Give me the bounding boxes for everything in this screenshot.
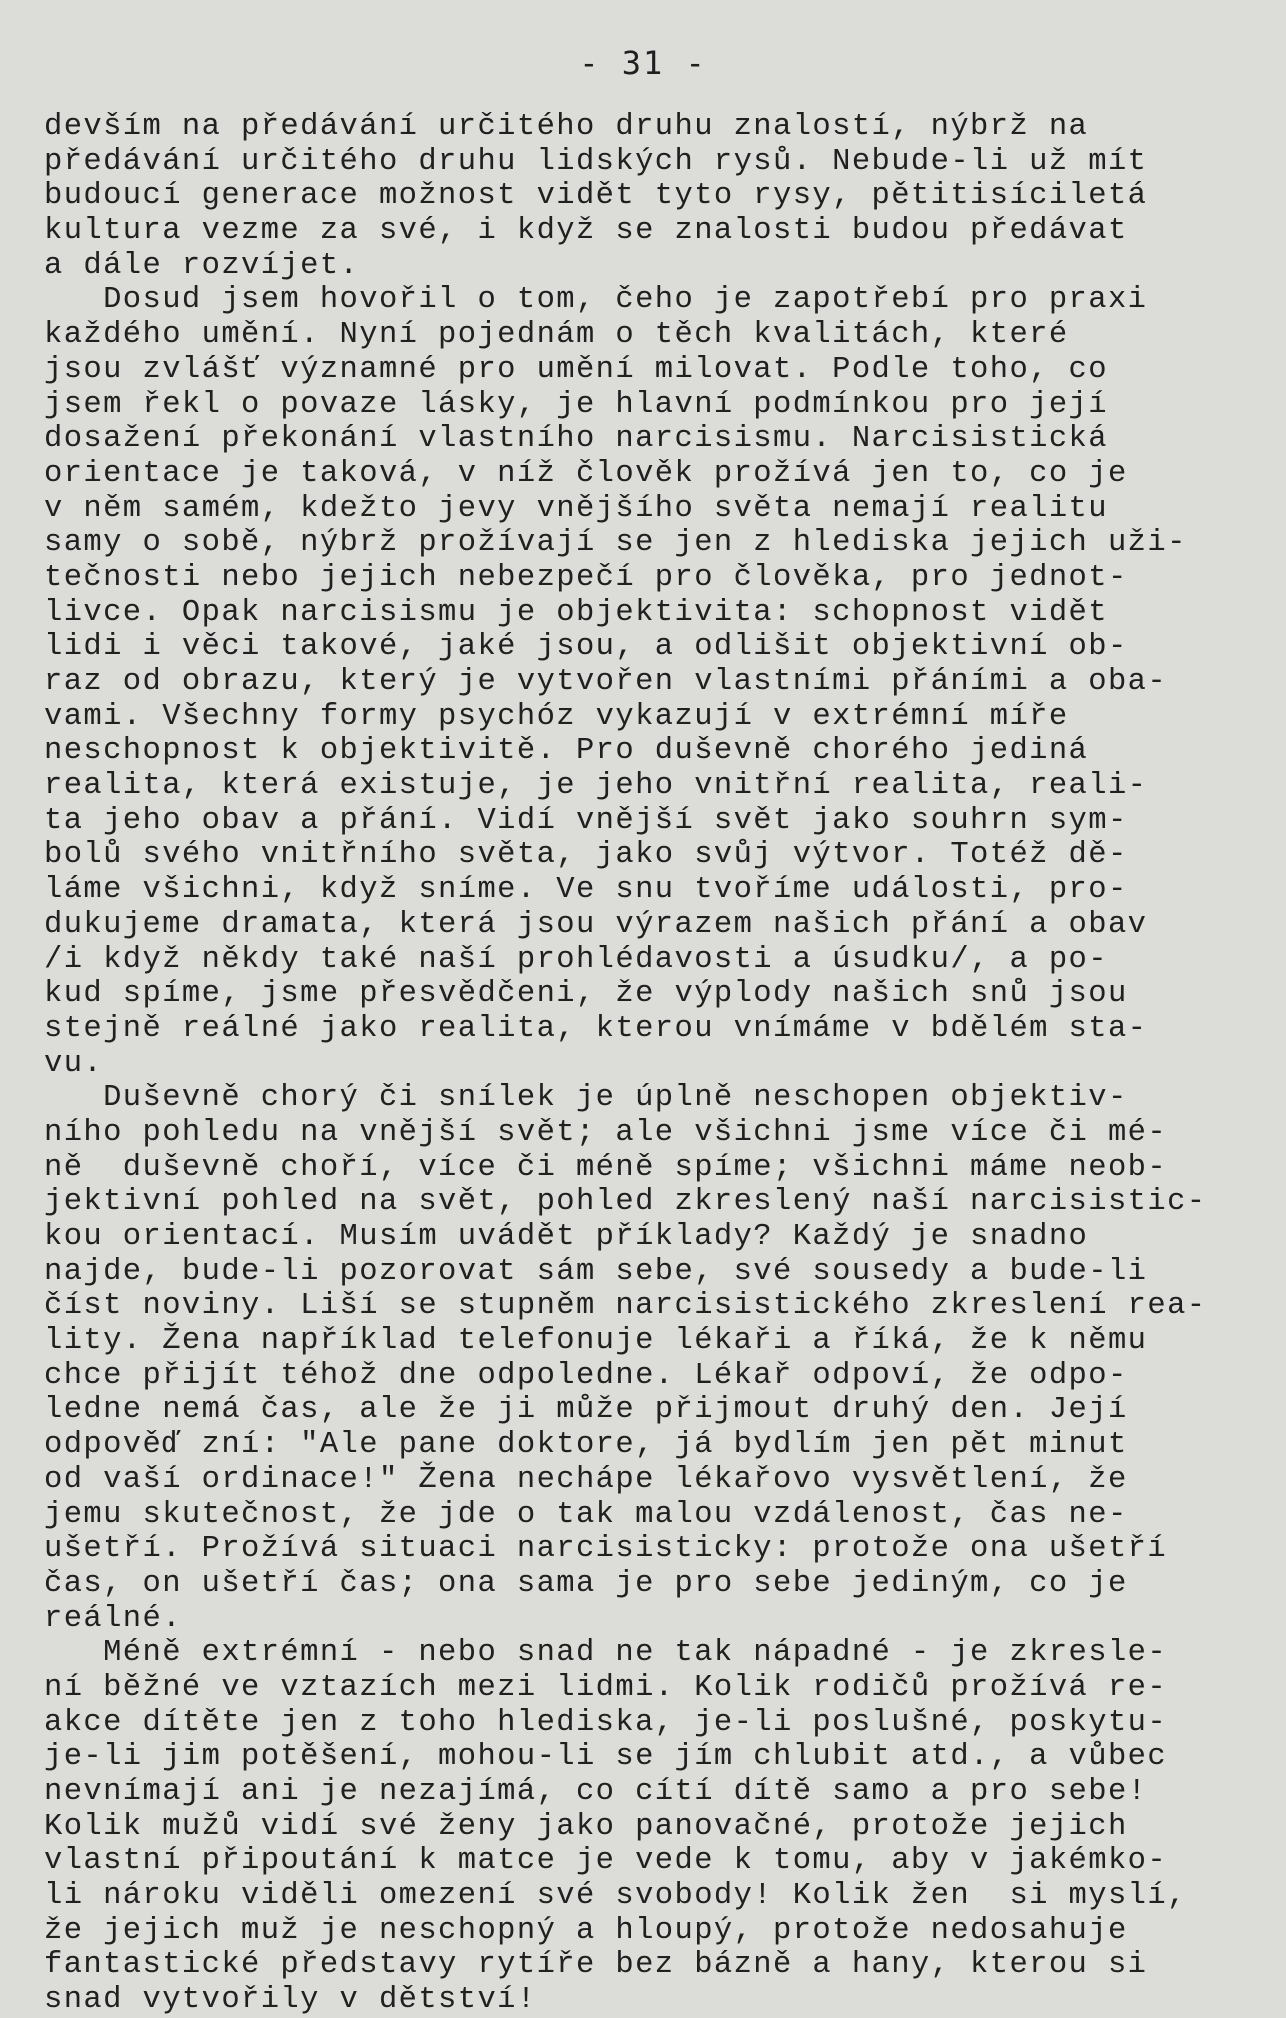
text-line: vami. Všechny formy psychóz vykazují v extrémní míře [44, 699, 1069, 734]
text-line: akce dítěte jen z toho hlediska, je-li poslušné, poskytu- [44, 1705, 1168, 1740]
text-line: livce. Opak narcisismu je objektivita: schopnost vidět [44, 595, 1108, 630]
text-line: Duševně chorý či snílek je úplně neschopen objektiv- [44, 1081, 1128, 1116]
text-line: od vaší ordinace!" Žena nechápe lékařovo vysvětlení, že [44, 1462, 1128, 1497]
text-line: odpověď zní: "Ale pane doktore, já bydlím jen pět minut [44, 1428, 1128, 1463]
text-line: stejně reálné jako realita, kterou vnímáme v bdělém sta- [44, 1011, 1148, 1046]
text-line: tečnosti nebo jejich nebezpečí pro člověka, pro jednot- [44, 560, 1128, 595]
text-line: chce přijít téhož dne odpoledne. Lékař odpoví, že odpo- [44, 1358, 1128, 1393]
text-line: čas, on ušetří čas; ona sama je pro sebe jediným, co je [44, 1566, 1128, 1601]
text-line: a dále rozvíjet. [44, 248, 360, 283]
text-line: láme všichni, když sníme. Ve snu tvoříme události, pro- [44, 873, 1128, 908]
text-line: najde, bude-li pozorovat sám sebe, své sousedy a bude-li [44, 1254, 1148, 1289]
text-line: lidi i věci takové, jaké jsou, a odlišit objektivní ob- [44, 630, 1128, 665]
text-line: realita, která existuje, je jeho vnitřní realita, reali- [44, 769, 1148, 804]
text-line: nevnímají ani je nezajímá, co cítí dítě samo a pro sebe! [44, 1775, 1148, 1809]
text-line: jemu skutečnost, že jde o tak malou vzdálenost, čas ne- [44, 1497, 1128, 1532]
text-line: dosažení překonání vlastního narcisismu. Narcisistická [44, 422, 1108, 457]
text-line: vu. [44, 1046, 104, 1081]
text-line: ní běžné ve vztazích mezi lidmi. Kolik rodičů prožívá re- [44, 1670, 1168, 1705]
text-line: snad vytvořily v dětství! [44, 1983, 537, 2018]
text-line: vlastní připoutání k matce je vede k tomu, aby v jakémko- [44, 1844, 1168, 1879]
text-line: ta jeho obav a přání. Vidí vnější svět jako souhrn sym- [44, 803, 1128, 838]
text-line: fantastické představy rytíře bez bázně a hany, kterou si [44, 1948, 1148, 1983]
text-line: předávání určitého druhu lidských rysů. Nebude-li už mít [44, 144, 1148, 179]
text-line: v něm samém, kdežto jevy vnějšího světa nemají realitu [44, 491, 1108, 526]
text-line: orientace je taková, v níž člověk prožívá jen to, co je [44, 456, 1128, 491]
text-line: kou orientací. Musím uvádět příklady? Každý je snadno [44, 1220, 1089, 1254]
text-line: kud spíme, jsme přesvědčeni, že výplody našich snů jsou [44, 977, 1128, 1012]
text-line: lity. Žena například telefonuje lékaři a říká, že k němu [44, 1324, 1148, 1359]
text-line: budoucí generace možnost vidět tyto rysy, pětitisíciletá [44, 179, 1148, 214]
text-line: ně duševně choří, více či méně spíme; všichni máme neob- [44, 1150, 1168, 1185]
text-line: Kolik mužů vidí své ženy jako panovačné, protože jejich [44, 1809, 1128, 1844]
text-line: samy o sobě, nýbrž prožívají se jen z hlediska jejich uži- [44, 526, 1187, 561]
text-line: dukujeme dramata, která jsou výrazem našich přání a obav [44, 907, 1148, 942]
text-line: devším na předávání určitého druhu znalostí, nýbrž na [44, 110, 1089, 144]
text-line: je-li jim potěšení, mohou-li se jím chlubit atd., a vůbec [44, 1740, 1168, 1775]
text-line: Méně extrémní - nebo snad ne tak nápadné - je zkresle- [44, 1636, 1168, 1671]
text-line: jsou zvlášť významné pro umění milovat. Podle toho, co [44, 352, 1108, 387]
page-number: - 31 - [579, 44, 707, 82]
body-text [44, 110, 1254, 2018]
text-line: ledne nemá čas, ale že ji může přijmout druhý den. Její [44, 1393, 1128, 1428]
text-line: bolů svého vnitřního světa, jako svůj výtvor. Totéž dě- [44, 838, 1128, 873]
text-line: ního pohledu na vnější svět; ale všichni jsme více či mé- [44, 1115, 1168, 1150]
text-line: jsem řekl o povaze lásky, je hlavní podmínkou pro její [44, 387, 1108, 422]
text-line: /i když někdy také naší prohlédavosti a úsudku/, a po- [44, 942, 1108, 977]
text-line: číst noviny. Liší se stupněm narcisistického zkreslení rea- [44, 1289, 1207, 1324]
text-line: neschopnost k objektivitě. Pro duševně chorého jediná [44, 734, 1089, 769]
text-line: každého umění. Nyní pojednám o těch kvalitách, které [44, 318, 1069, 353]
text-line: reálné. [44, 1601, 182, 1636]
text-line: že jejich muž je neschopný a hloupý, protože nedosahuje [44, 1913, 1128, 1948]
text-line: jektivní pohled na svět, pohled zkreslený naší narcisistic- [44, 1185, 1207, 1220]
text-line: ušetří. Prožívá situaci narcisisticky: protože ona ušetří [44, 1532, 1168, 1567]
text-line: kultura vezme za své, i když se znalosti budou předávat [44, 214, 1128, 249]
text-line: raz od obrazu, který je vytvořen vlastními přáními a oba- [44, 665, 1168, 699]
text-line: Dosud jsem hovořil o tom, čeho je zapotřebí pro praxi [44, 283, 1148, 318]
text-line: li nároku viděli omezení své svobody! Kolik žen si myslí, [44, 1879, 1187, 1914]
